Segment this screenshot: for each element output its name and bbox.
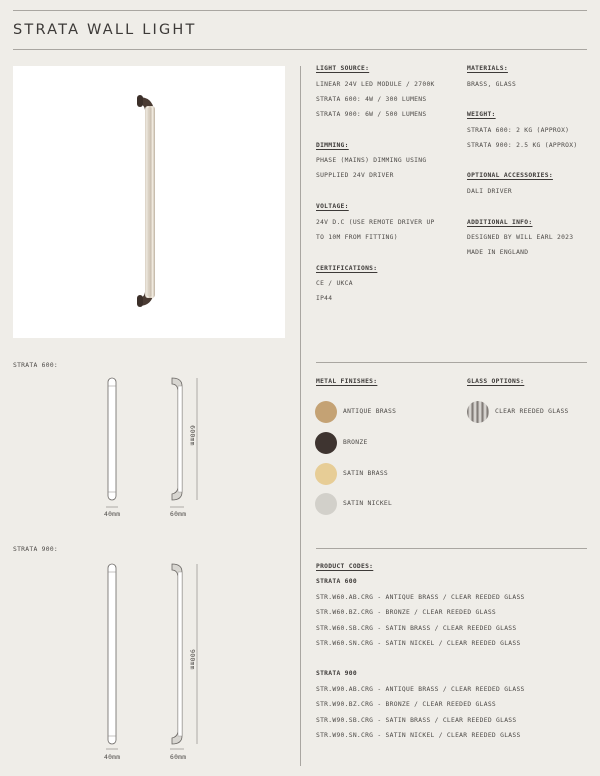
product-code: STR.W60.BZ.CRG - BRONZE / CLEAR REEDED GLASS: [316, 609, 497, 616]
clear-reeded-glass-swatch[interactable]: [467, 401, 489, 423]
code-group-title: STRATA 900: [316, 670, 357, 677]
s900-height: 900mm: [188, 649, 196, 670]
strata-900-drawing: [100, 558, 220, 754]
strata-600-drawing: [100, 372, 220, 522]
light-source-heading: LIGHT SOURCE:: [316, 65, 370, 72]
voltage-line: 24V D.C (USE REMOTE DRIVER UP: [316, 219, 435, 226]
finishes-rule: [316, 362, 587, 363]
dimming-line: PHASE (MAINS) DIMMING USING: [316, 157, 427, 164]
glass-label: CLEAR REEDED GLASS: [495, 408, 569, 415]
strata-900-label: STRATA 900:: [13, 546, 59, 553]
glass-options-heading: GLASS OPTIONS:: [467, 378, 525, 385]
additional-info-line: MADE IN ENGLAND: [467, 249, 529, 256]
antique-brass-swatch[interactable]: [315, 401, 337, 423]
page-title: STRATA WALL LIGHT: [13, 22, 197, 38]
accessories-line: DALI DRIVER: [467, 188, 513, 195]
product-code: STR.W90.BZ.CRG - BRONZE / CLEAR REEDED GLASS: [316, 701, 497, 708]
bronze-swatch[interactable]: [315, 432, 337, 454]
finish-label: SATIN BRASS: [343, 470, 389, 477]
finish-label: BRONZE: [343, 439, 368, 446]
product-code: STR.W90.AB.CRG - ANTIQUE BRASS / CLEAR REEDED GLASS: [316, 686, 525, 693]
product-code: STR.W60.AB.CRG - ANTIQUE BRASS / CLEAR REEDED GLASS: [316, 594, 525, 601]
certifications-line: IP44: [316, 295, 333, 302]
title-rule: [13, 49, 587, 50]
certifications-heading: CERTIFICATIONS:: [316, 265, 378, 272]
light-source-line: STRATA 900: 6W / 500 LUMENS: [316, 111, 427, 118]
finish-label: SATIN NICKEL: [343, 500, 393, 507]
s900-front-width: 40mm: [104, 754, 121, 761]
materials-line: BRASS, GLASS: [467, 81, 517, 88]
s600-side-width: 60mm: [170, 511, 187, 518]
dimming-line: SUPPLIED 24V DRIVER: [316, 172, 394, 179]
product-code: STR.W60.SN.CRG - SATIN NICKEL / CLEAR REEDED GLASS: [316, 640, 521, 647]
voltage-heading: VOLTAGE:: [316, 203, 349, 210]
accessories-heading: OPTIONAL ACCESSORIES:: [467, 172, 553, 179]
column-divider: [300, 66, 301, 766]
weight-heading: WEIGHT:: [467, 111, 496, 118]
finish-label: ANTIQUE BRASS: [343, 408, 397, 415]
dimming-heading: DIMMING:: [316, 142, 349, 149]
materials-heading: MATERIALS:: [467, 65, 508, 72]
code-group-title: STRATA 600: [316, 578, 357, 585]
product-code: STR.W60.SB.CRG - SATIN BRASS / CLEAR REEDED GLASS: [316, 625, 517, 632]
certifications-line: CE / UKCA: [316, 280, 353, 287]
additional-info-line: DESIGNED BY WILL EARL 2023: [467, 234, 574, 241]
s600-height: 600mm: [188, 425, 196, 446]
strata-600-label: STRATA 600:: [13, 362, 59, 369]
weight-line: STRATA 600: 2 KG (APPROX): [467, 127, 570, 134]
satin-nickel-swatch[interactable]: [315, 493, 337, 515]
voltage-line: TO 10M FROM FITTING): [316, 234, 398, 241]
product-code: STR.W90.SB.CRG - SATIN BRASS / CLEAR REEDED GLASS: [316, 717, 517, 724]
product-photo: [13, 66, 285, 338]
s900-side-width: 60mm: [170, 754, 187, 761]
additional-info-heading: ADDITIONAL INFO:: [467, 219, 533, 226]
codes-rule: [316, 548, 587, 549]
s600-front-width: 40mm: [104, 511, 121, 518]
top-rule: [13, 10, 587, 11]
light-source-line: STRATA 600: 4W / 300 LUMENS: [316, 96, 427, 103]
metal-finishes-heading: METAL FINISHES:: [316, 378, 378, 385]
weight-line: STRATA 900: 2.5 KG (APPROX): [467, 142, 578, 149]
wall-light-image: [13, 66, 285, 338]
product-code: STR.W90.SN.CRG - SATIN NICKEL / CLEAR REEDED GLASS: [316, 732, 521, 739]
light-source-line: LINEAR 24V LED MODULE / 2700K: [316, 81, 435, 88]
satin-brass-swatch[interactable]: [315, 463, 337, 485]
product-codes-heading: PRODUCT CODES:: [316, 563, 374, 570]
